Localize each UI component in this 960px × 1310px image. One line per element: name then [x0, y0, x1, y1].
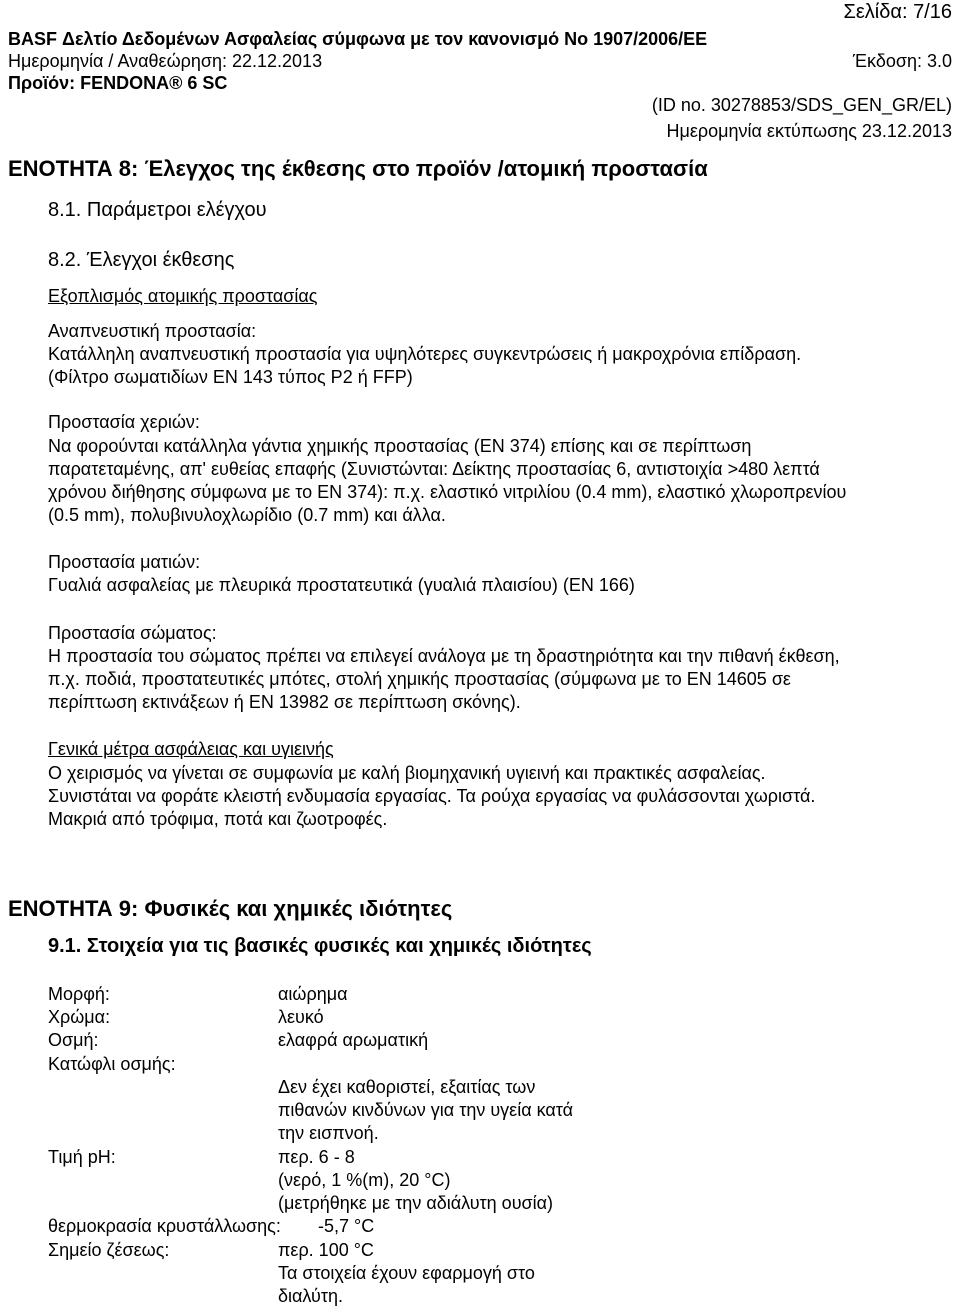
form-label: Μορφή: [48, 984, 110, 1004]
header-regulation-line: BASF Δελτίο Δεδομένων Ασφαλείας σύμφωνα με τον κανονισμό Νο 1907/2006/ΕΕ [8, 29, 708, 49]
color-label: Χρώμα: [48, 1007, 111, 1027]
respiratory-protection-label: Αναπνευστική προστασία: [48, 321, 257, 341]
hygiene-text: Συνιστάται να φοράτε κλειστή ενδυμασία εργασίας. Τα ρούχα εργασίας να φυλάσσονται χωριστά. [48, 786, 816, 806]
odor-threshold-value: πιθανών κινδύνων για την υγεία κατά [278, 1100, 574, 1120]
odor-threshold-value: την εισπνοή. [278, 1123, 379, 1143]
odor-threshold-label: Κατώφλι οσμής: [48, 1054, 176, 1074]
header-id-number: (ID no. 30278853/SDS_GEN_GR/EL) [651, 95, 952, 115]
section-8-title: ΕΝΟΤΗΤΑ 8: Έλεγχος της έκθεσης στο προϊόν /ατομική προστασία [8, 156, 708, 181]
header-print-date: Ημερομηνία εκτύπωσης 23.12.2013 [666, 121, 952, 141]
hygiene-text: Μακριά από τρόφιμα, ποτά και ζωοτροφές. [48, 809, 388, 829]
subsection-8-2-title: 8.2. Έλεγχοι έκθεσης [48, 249, 235, 271]
hygiene-text: Ο χειρισμός να γίνεται σε συμφωνία με καλή βιομηχανική υγιεινή και πρακτικές ασφαλείας. [48, 763, 766, 783]
boiling-point-value: περ. 100 °C [278, 1240, 374, 1260]
body-protection-text: περίπτωση εκτινάξεων ή EN 13982 σε περίπτωση σκόνης). [48, 692, 521, 712]
boiling-point-note: Τα στοιχεία έχουν εφαρμογή στο [278, 1263, 535, 1283]
crystallization-temp-value: -5,7 °C [318, 1216, 375, 1236]
odor-value: ελαφρά αρωματική [278, 1030, 429, 1050]
eye-protection-text: Γυαλιά ασφαλείας με πλευρικά προστατευτικά (γυαλιά πλαισίου) (EN 166) [48, 575, 635, 595]
color-value: λευκό [278, 1007, 324, 1027]
hand-protection-text: (0.5 mm), πολυβινυλοχλωρίδιο (0.7 mm) και άλλα. [48, 505, 446, 525]
header-version: Έκδοση: 3.0 [852, 51, 952, 71]
body-protection-label: Προστασία σώματος: [48, 623, 217, 643]
hand-protection-label: Προστασία χεριών: [48, 412, 200, 432]
ppe-heading: Εξοπλισμός ατομικής προστασίας [48, 286, 318, 306]
header-product: Προϊόν: FENDONA® 6 SC [8, 73, 228, 93]
boiling-point-note: διαλύτη. [278, 1286, 343, 1306]
page-number: Σελίδα: 7/16 [843, 1, 952, 23]
form-value: αιώρημα [278, 984, 348, 1004]
subsection-9-1-title: 9.1. Στοιχεία για τις βασικές φυσικές και χημικές ιδιότητες [48, 935, 592, 957]
odor-label: Οσμή: [48, 1030, 99, 1050]
respiratory-protection-text: (Φίλτρο σωματιδίων EN 143 τύπος P2 ή FFP) [48, 367, 413, 387]
section-9-title: ΕΝΟΤΗΤΑ 9: Φυσικές και χημικές ιδιότητες [8, 896, 453, 921]
hand-protection-text: παρατεταμένης, απ' ευθείας επαφής (Συνιστώνται: Δείκτης προστασίας 6, αντιστοιχία >480 λεπτά [48, 459, 820, 479]
ph-method: (μετρήθηκε με την αδιάλυτη ουσία) [278, 1193, 554, 1213]
ph-value: περ. 6 - 8 [278, 1147, 355, 1167]
eye-protection-label: Προστασία ματιών: [48, 552, 201, 572]
hygiene-heading: Γενικά μέτρα ασφάλειας και υγιεινής [48, 739, 334, 759]
respiratory-protection-text: Κατάλληλη αναπνευστική προστασία για υψηλότερες συγκεντρώσεις ή μακροχρόνια επίδραση. [48, 344, 802, 364]
boiling-point-label: Σημείο ζέσεως: [48, 1240, 170, 1260]
ph-label: Τιμή pH: [48, 1147, 116, 1167]
hand-protection-text: Να φορούνται κατάλληλα γάντια χημικής προστασίας (EN 374) επίσης και σε περίπτωση [48, 436, 752, 456]
body-protection-text: π.χ. ποδιά, προστατευτικές μπότες, στολή χημικής προστασίας (σύμφωνα με το EN 14605 σε [48, 669, 791, 689]
subsection-8-1-title: 8.1. Παράμετροι ελέγχου [48, 199, 267, 221]
hand-protection-text: χρόνου διήθησης σύμφωνα με το EN 374): π.χ. ελαστικό νιτριλίου (0.4 mm), ελαστικό χλωροπρενίου [48, 482, 847, 502]
body-protection-text: Η προστασία του σώματος πρέπει να επιλεγεί ανάλογα με τη δραστηριότητα και την πιθανή έκθεση, [48, 646, 840, 666]
header-revision-date: Ημερομηνία / Αναθεώρηση: 22.12.2013 [8, 51, 323, 71]
odor-threshold-value: Δεν έχει καθοριστεί, εξαιτίας των [278, 1077, 536, 1097]
ph-condition: (νερό, 1 %(m), 20 °C) [278, 1170, 451, 1190]
crystallization-temp-label: θερμοκρασία κρυστάλλωσης: [48, 1216, 281, 1236]
